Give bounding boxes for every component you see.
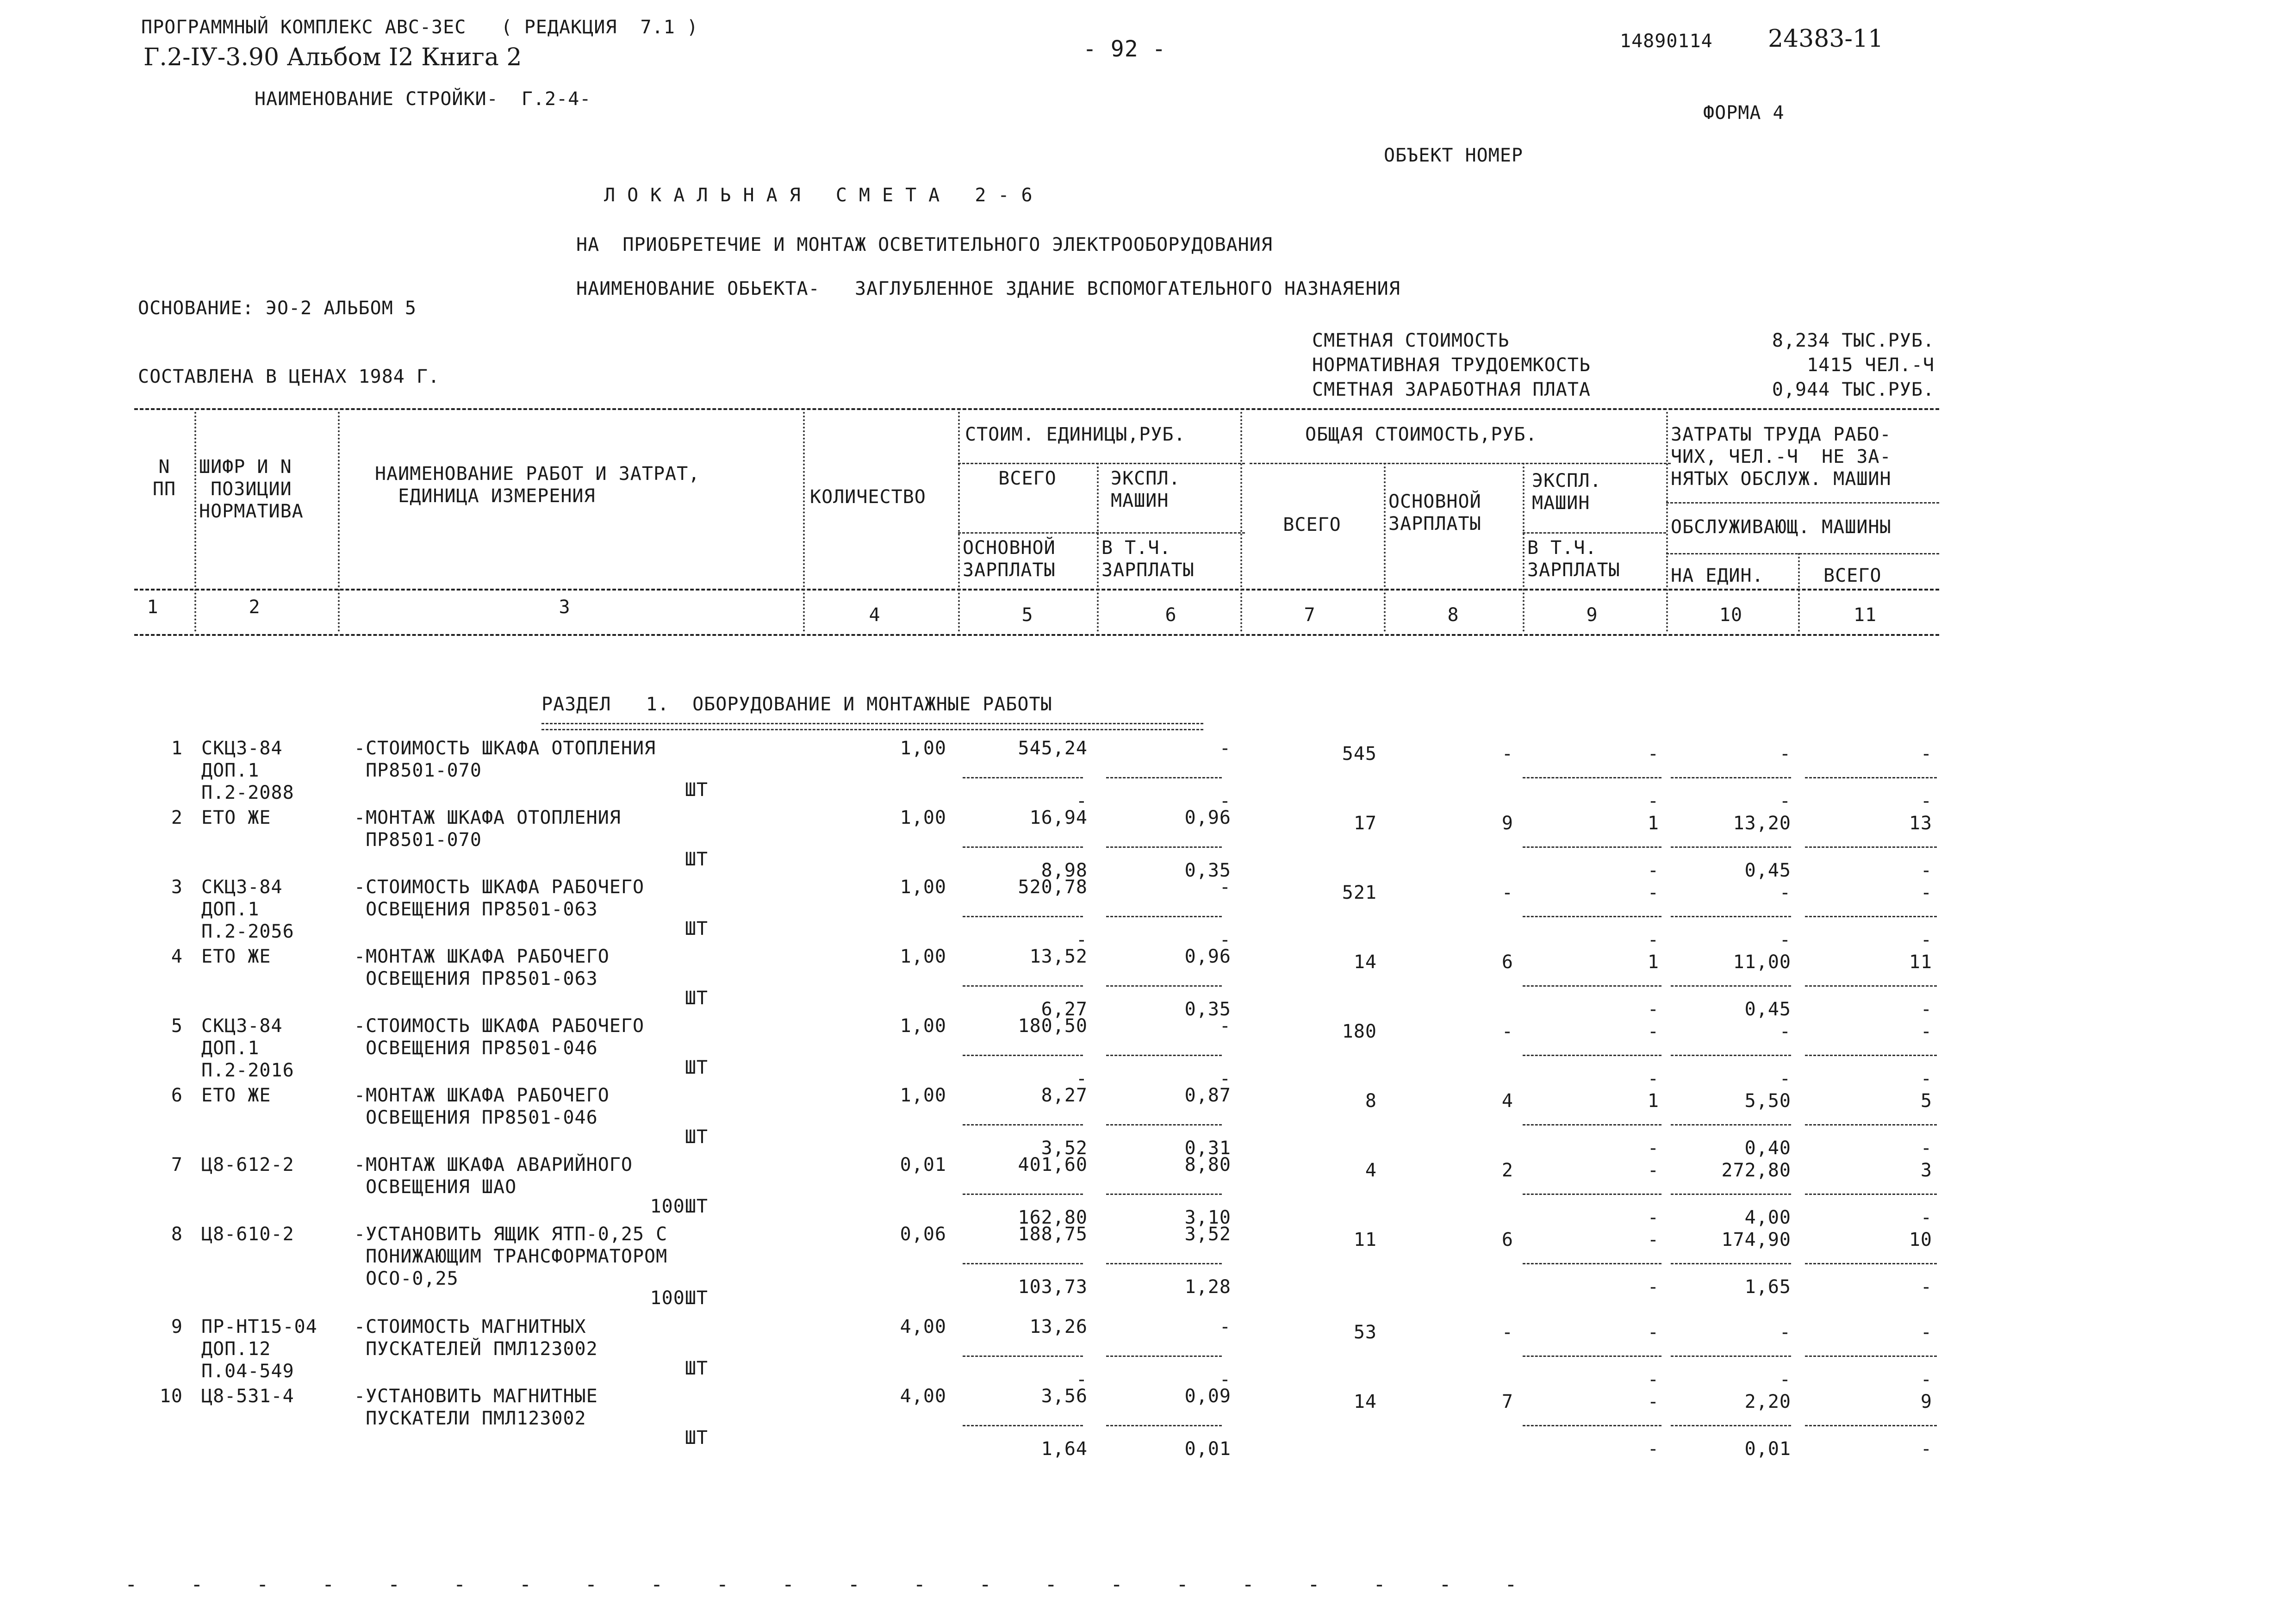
cell-rule: [1671, 846, 1791, 848]
row-total: 11: [1353, 1229, 1377, 1250]
row-total-wage: 7: [1501, 1391, 1513, 1412]
row-unit-wage: 8,98: [1041, 860, 1088, 881]
row-quantity: 1,00: [900, 807, 946, 828]
row-unit-incl-wage: 0,31: [1184, 1138, 1231, 1159]
row-total: 53: [1353, 1322, 1377, 1343]
row-unit-incl-wage: -: [1219, 929, 1231, 951]
cell-rule: [1106, 1425, 1222, 1426]
row-labor-machines-unit: 0,01: [1744, 1438, 1791, 1460]
cell-rule: [1671, 1124, 1791, 1126]
row-labor-machines-unit: -: [1779, 1068, 1791, 1089]
row-name: -УСТАНОВИТЬ ЯЩИК ЯТП-0,25 С ПОНИЖАЮЩИМ ТРАНСФОРМАТОРОМ ОСО-0,25: [354, 1224, 668, 1289]
row-unit: ШТ: [684, 1427, 708, 1449]
row-name: -МОНТАЖ ШКАФА ОТОПЛЕНИЯ ПР8501-070: [354, 807, 621, 851]
object-number-label: ОБЪЕКТ НОМЕР: [1384, 145, 1523, 166]
cell-rule: [1805, 985, 1937, 987]
row-total-incl-wage: -: [1647, 1138, 1659, 1159]
row-code: ПР-НТ15-04 ДОП.12 П.04-549: [201, 1316, 317, 1382]
row-quantity: 1,00: [900, 1015, 946, 1037]
row-unit-incl-wage: 0,01: [1184, 1438, 1231, 1460]
row-quantity: 1,00: [900, 1085, 946, 1106]
column-header-unit-incl-wage: В Т.Ч. ЗАРПЛАТЫ: [1101, 537, 1195, 581]
row-unit-wage: -: [1076, 1369, 1088, 1390]
cell-rule: [1523, 916, 1661, 917]
row-unit: ШТ: [684, 1358, 708, 1379]
row-unit: ШТ: [684, 1057, 708, 1078]
summary-value-wage: 0,944 ТЫС.РУБ.: [1772, 379, 1935, 400]
column-header-total-machines: ЭКСПЛ. МАШИН: [1532, 470, 1602, 514]
cell-rule: [1805, 1425, 1937, 1426]
row-quantity: 1,00: [900, 877, 946, 898]
row-total-machines: 1: [1647, 951, 1659, 973]
row-labor-total: 9: [1920, 1391, 1932, 1412]
column-header-unit-wage: ОСНОВНОЙ ЗАРПЛАТЫ: [963, 537, 1056, 581]
row-labor-machines-total: -: [1920, 1369, 1932, 1390]
row-name: -УСТАНОВИТЬ МАГНИТНЫЕ ПУСКАТЕЛИ ПМЛ123002: [354, 1386, 598, 1429]
row-total-incl-wage: -: [1647, 1369, 1659, 1390]
column-header-quantity: КОЛИЧЕСТВО: [810, 486, 926, 508]
column-number: 11: [1853, 604, 1877, 626]
row-unit: ШТ: [684, 849, 708, 870]
row-total-wage: 2: [1501, 1160, 1513, 1181]
row-quantity: 4,00: [900, 1316, 946, 1337]
cell-rule: [1671, 1194, 1791, 1195]
cell-rule: [963, 1425, 1083, 1426]
row-labor-unit: 5,50: [1744, 1090, 1791, 1112]
row-number: 1: [171, 738, 183, 759]
cell-rule: [1106, 1194, 1222, 1195]
column-number: 7: [1304, 604, 1316, 626]
cell-rule: [1523, 1356, 1661, 1357]
row-total-incl-wage: -: [1647, 999, 1659, 1020]
row-unit-wage: 103,73: [1018, 1276, 1088, 1298]
row-code: ЕТО ЖЕ: [201, 1085, 271, 1106]
row-labor-unit: 272,80: [1721, 1160, 1791, 1181]
row-code: Ц8-610-2: [201, 1224, 294, 1245]
row-unit-incl-wage: -: [1219, 1369, 1231, 1390]
row-unit-total: 8,27: [1041, 1085, 1088, 1106]
cell-rule: [1523, 1263, 1661, 1264]
cell-rule: [1671, 1055, 1791, 1056]
cell-rule: [1671, 1356, 1791, 1357]
summary-value-labor: 1415 ЧЕЛ.-Ч: [1807, 354, 1935, 376]
row-unit-incl-wage: 0,35: [1184, 999, 1231, 1020]
row-total-wage: 6: [1501, 1229, 1513, 1250]
row-labor-machines-unit: -: [1779, 1369, 1791, 1390]
row-total-incl-wage: -: [1647, 1207, 1659, 1228]
row-total-wage: -: [1501, 882, 1513, 903]
row-labor-machines-unit: 0,45: [1744, 860, 1791, 881]
row-unit-machines: 0,87: [1184, 1085, 1231, 1106]
row-labor-total: -: [1920, 743, 1932, 765]
row-unit-total: 545,24: [1018, 738, 1088, 759]
cell-rule: [1671, 1263, 1791, 1264]
cell-rule: [963, 846, 1083, 848]
row-unit-machines: 8,80: [1184, 1154, 1231, 1175]
row-unit-incl-wage: 1,28: [1184, 1276, 1231, 1298]
column-header-unit-total: ВСЕГО: [998, 468, 1057, 489]
column-number: 3: [559, 597, 571, 618]
header-bottom-rule: [134, 589, 1939, 591]
row-labor-unit: -: [1779, 1021, 1791, 1042]
column-number: 9: [1586, 604, 1598, 626]
column-header-total: ВСЕГО: [1283, 514, 1341, 535]
row-unit-machines: 3,52: [1184, 1224, 1231, 1245]
row-unit-total: 401,60: [1018, 1154, 1088, 1175]
row-labor-machines-unit: 1,65: [1744, 1276, 1791, 1298]
row-name: -СТОИМОСТЬ ШКАФА РАБОЧЕГО ОСВЕЩЕНИЯ ПР8501-063: [354, 877, 645, 920]
row-labor-total: -: [1920, 1322, 1932, 1343]
row-total-wage: 9: [1501, 813, 1513, 834]
cell-rule: [1671, 777, 1791, 778]
column-header-labor-machines: ОБСЛУЖИВАЮЩ. МАШИНЫ: [1671, 516, 1892, 538]
numbers-bottom-rule: [134, 634, 1939, 636]
row-name: -СТОИМОСТЬ МАГНИТНЫХ ПУСКАТЕЛЕЙ ПМЛ123002: [354, 1316, 598, 1360]
row-labor-unit: 2,20: [1744, 1391, 1791, 1412]
cell-rule: [1106, 777, 1222, 778]
column-number: 5: [1021, 604, 1033, 626]
page-number: - 92 -: [1083, 36, 1166, 62]
row-name: -СТОИМОСТЬ ШКАФА ОТОПЛЕНИЯ ПР8501-070: [354, 738, 656, 781]
row-name: -СТОИМОСТЬ ШКАФА РАБОЧЕГО ОСВЕЩЕНИЯ ПР8501-046: [354, 1015, 645, 1059]
row-labor-unit: 174,90: [1721, 1229, 1791, 1250]
row-unit-incl-wage: 3,10: [1184, 1207, 1231, 1228]
cell-rule: [1106, 916, 1222, 917]
cell-rule: [1805, 916, 1937, 917]
row-labor-unit: -: [1779, 882, 1791, 903]
column-header-code: ШИФР И N ПОЗИЦИИ НОРМАТИВА: [199, 456, 304, 522]
row-unit: ШТ: [684, 779, 708, 801]
cell-rule: [1523, 846, 1661, 848]
cell-rule: [1805, 1263, 1937, 1264]
cell-rule: [1106, 1356, 1222, 1357]
row-code: ЕТО ЖЕ: [201, 807, 271, 828]
row-total-wage: 6: [1501, 951, 1513, 973]
column-number: 10: [1719, 604, 1743, 626]
row-total: 17: [1353, 813, 1377, 834]
row-total-incl-wage: -: [1647, 929, 1659, 951]
row-number: 8: [171, 1224, 183, 1245]
row-labor-machines-total: -: [1920, 860, 1932, 881]
row-labor-machines-unit: -: [1779, 929, 1791, 951]
row-labor-machines-total: -: [1920, 1276, 1932, 1298]
column-header-total-cost: ОБЩАЯ СТОИМОСТЬ,РУБ.: [1305, 424, 1537, 445]
row-number: 4: [171, 946, 183, 967]
row-labor-total: 5: [1920, 1090, 1932, 1112]
row-unit-incl-wage: -: [1219, 790, 1231, 812]
construction-name: НАИМЕНОВАНИЕ СТРОЙКИ- Г.2-4-: [255, 88, 591, 110]
cell-rule: [1805, 1356, 1937, 1357]
row-unit: ШТ: [684, 988, 708, 1009]
handwritten-number: 24383-11: [1768, 25, 1884, 53]
program-line: ПРОГРАММНЫЙ КОМПЛЕКС АВС-3ЕС ( РЕДАКЦИЯ 7.1 ): [141, 17, 698, 38]
row-labor-machines-total: -: [1920, 1068, 1932, 1089]
row-total-wage: -: [1501, 1322, 1513, 1343]
row-labor-total: 10: [1909, 1229, 1932, 1250]
row-number: 7: [171, 1154, 183, 1175]
row-unit-total: 520,78: [1018, 877, 1088, 898]
row-labor-machines-total: -: [1920, 1138, 1932, 1159]
row-unit-machines: 0,96: [1184, 946, 1231, 967]
cell-rule: [963, 1124, 1083, 1126]
cell-rule: [1805, 1194, 1937, 1195]
row-unit-wage: 1,64: [1041, 1438, 1088, 1460]
row-unit: 100ШТ: [650, 1196, 708, 1217]
row-number: 3: [171, 877, 183, 898]
row-name: -МОНТАЖ ШКАФА РАБОЧЕГО ОСВЕЩЕНИЯ ПР8501-046: [354, 1085, 610, 1128]
row-labor-unit: 13,20: [1733, 813, 1791, 834]
cell-rule: [1671, 985, 1791, 987]
row-unit-machines: 0,96: [1184, 807, 1231, 828]
cell-rule: [1523, 1124, 1661, 1126]
row-total-machines: -: [1647, 1229, 1659, 1250]
row-total-wage: -: [1501, 1021, 1513, 1042]
row-labor-total: 11: [1909, 951, 1932, 973]
row-labor-total: -: [1920, 882, 1932, 903]
row-labor-machines-total: -: [1920, 790, 1932, 812]
row-unit: ШТ: [684, 1126, 708, 1148]
row-total-incl-wage: -: [1647, 790, 1659, 812]
row-total: 14: [1353, 951, 1377, 973]
row-unit-incl-wage: -: [1219, 1068, 1231, 1089]
cell-rule: [963, 777, 1083, 778]
basis-line: ОСНОВАНИЕ: ЭО-2 АЛЬБОМ 5: [138, 298, 417, 319]
row-code: СКЦЗ-84 ДОП.1 П.2-2056: [201, 877, 294, 942]
cell-rule: [1106, 1263, 1222, 1264]
row-code: Ц8-612-2: [201, 1154, 294, 1175]
row-unit-total: 13,52: [1029, 946, 1088, 967]
row-total: 180: [1342, 1021, 1377, 1042]
row-number: 2: [171, 807, 183, 828]
price-level: СОСТАВЛЕНА В ЦЕНАХ 1984 Г.: [138, 366, 440, 387]
table-top-rule: [134, 408, 1939, 410]
row-labor-total: 13: [1909, 813, 1932, 834]
cell-rule: [1523, 1055, 1661, 1056]
column-number: 2: [249, 597, 261, 618]
row-quantity: 1,00: [900, 946, 946, 967]
row-unit-machines: -: [1219, 1316, 1231, 1337]
row-total-incl-wage: -: [1647, 860, 1659, 881]
cell-rule: [963, 916, 1083, 917]
cell-rule: [1106, 1055, 1222, 1056]
cell-rule: [1523, 777, 1661, 778]
cell-rule: [1106, 1124, 1222, 1126]
cell-rule: [1805, 846, 1937, 848]
row-unit-machines: 0,09: [1184, 1386, 1231, 1407]
column-header-total-wage: ОСНОВНОЙ ЗАРПЛАТЫ: [1388, 491, 1481, 535]
row-quantity: 4,00: [900, 1386, 946, 1407]
column-header-labor-total: ВСЕГО: [1823, 565, 1882, 586]
row-labor-unit: 11,00: [1733, 951, 1791, 973]
row-total-machines: -: [1647, 1160, 1659, 1181]
row-labor-unit: -: [1779, 743, 1791, 765]
row-total-machines: -: [1647, 1391, 1659, 1412]
row-quantity: 0,06: [900, 1224, 946, 1245]
column-header-labor: ЗАТРАТЫ ТРУДА РАБО- ЧИХ, ЧЕЛ.-Ч НЕ ЗА- НЯТЫХ ОБСЛУЖ. МАШИН: [1671, 424, 1892, 490]
row-labor-machines-unit: -: [1779, 790, 1791, 812]
column-header-unit-cost: СТОИМ. ЕДИНИЦЫ,РУБ.: [965, 424, 1186, 445]
cell-rule: [1805, 1124, 1937, 1126]
row-unit-wage: -: [1076, 790, 1088, 812]
cell-rule: [963, 1263, 1083, 1264]
column-header-number: N ПП: [152, 456, 176, 500]
row-labor-total: 3: [1920, 1160, 1932, 1181]
row-labor-machines-total: -: [1920, 1207, 1932, 1228]
row-quantity: 1,00: [900, 738, 946, 759]
document-title: ЛОКАЛЬНАЯ СМЕТА 2-6: [604, 185, 1045, 206]
cell-rule: [1523, 1425, 1661, 1426]
cell-rule: [1671, 1425, 1791, 1426]
row-total: 4: [1365, 1160, 1377, 1181]
cell-rule: [963, 985, 1083, 987]
row-unit-machines: -: [1219, 877, 1231, 898]
row-code: Ц8-531-4: [201, 1386, 294, 1407]
form-label: ФОРМА 4: [1703, 102, 1785, 124]
cell-rule: [1106, 985, 1222, 987]
row-code: СКЦЗ-84 ДОП.1 П.2-2016: [201, 1015, 294, 1081]
row-number: 6: [171, 1085, 183, 1106]
row-labor-machines-total: -: [1920, 929, 1932, 951]
row-number: 10: [159, 1386, 183, 1407]
row-total-machines: -: [1647, 743, 1659, 765]
row-total-incl-wage: -: [1647, 1068, 1659, 1089]
row-total: 8: [1365, 1090, 1377, 1112]
row-number: 5: [171, 1015, 183, 1037]
column-header-total-incl-wage: В Т.Ч. ЗАРПЛАТЫ: [1527, 537, 1620, 581]
row-unit: 100ШТ: [650, 1287, 708, 1309]
cell-rule: [1523, 1194, 1661, 1195]
footer-dashes: - - - - - - - - - - - - - - - - - - - - - -: [125, 1573, 1521, 1596]
cell-rule: [963, 1055, 1083, 1056]
row-unit-total: 180,50: [1018, 1015, 1088, 1037]
column-header-labor-unit: НА ЕДИН.: [1671, 565, 1764, 586]
row-unit-machines: -: [1219, 738, 1231, 759]
column-header-unit-machines: ЭКСПЛ. МАШИН: [1111, 468, 1181, 511]
row-unit: ШТ: [684, 918, 708, 939]
column-number: 1: [147, 597, 159, 618]
section-title: РАЗДЕЛ 1. ОБОРУДОВАНИЕ И МОНТАЖНЫЕ РАБОТЫ: [541, 694, 1052, 715]
row-name: -МОНТАЖ ШКАФА РАБОЧЕГО ОСВЕЩЕНИЯ ПР8501-063: [354, 946, 610, 989]
row-total-wage: 4: [1501, 1090, 1513, 1112]
row-code: СКЦЗ-84 ДОП.1 П.2-2088: [201, 738, 294, 803]
estimate-purpose: НА ПРИОБРЕТЕЧИЕ И МОНТАЖ ОСВЕТИТЕЛЬНОГО ЭЛЕКТРООБОРУДОВАНИЯ: [576, 234, 1273, 255]
album-reference: Г.2-IУ-3.90 Альбом I2 Книга 2: [143, 44, 522, 71]
row-unit-wage: 3,52: [1041, 1138, 1088, 1159]
row-unit-total: 188,75: [1018, 1224, 1088, 1245]
summary-label-labor: НОРМАТИВНАЯ ТРУДОЕМКОСТЬ: [1312, 354, 1591, 376]
column-number: 8: [1447, 604, 1459, 626]
row-total: 521: [1342, 882, 1377, 903]
row-total-machines: -: [1647, 1322, 1659, 1343]
row-total-incl-wage: -: [1647, 1438, 1659, 1460]
row-quantity: 0,01: [900, 1154, 946, 1175]
object-name: НАИМЕНОВАНИЕ ОБЬЕКТА- ЗАГЛУБЛЕННОЕ ЗДАНИЕ ВСПОМОГАТЕЛЬНОГО НАЗНАЯЕНИЯ: [576, 278, 1400, 299]
row-labor-machines-total: -: [1920, 999, 1932, 1020]
cell-rule: [1106, 846, 1222, 848]
row-labor-machines-total: -: [1920, 1438, 1932, 1460]
cell-rule: [963, 1194, 1083, 1195]
cell-rule: [1523, 985, 1661, 987]
row-total-machines: 1: [1647, 1090, 1659, 1112]
summary-label-wage: СМЕТНАЯ ЗАРАБОТНАЯ ПЛАТА: [1312, 379, 1591, 400]
row-total-machines: 1: [1647, 813, 1659, 834]
row-unit-wage: -: [1076, 1068, 1088, 1089]
column-number: 6: [1165, 604, 1177, 626]
row-labor-unit: -: [1779, 1322, 1791, 1343]
column-header-name: НАИМЕНОВАНИЕ РАБОТ И ЗАТРАТ, ЕДИНИЦА ИЗМЕРЕНИЯ: [375, 463, 700, 507]
row-unit-wage: -: [1076, 929, 1088, 951]
row-labor-machines-unit: 4,00: [1744, 1207, 1791, 1228]
row-total: 14: [1353, 1391, 1377, 1412]
row-total: 545: [1342, 743, 1377, 765]
summary-label-cost: СМЕТНАЯ СТОИМОСТЬ: [1312, 330, 1510, 351]
row-total-machines: -: [1647, 882, 1659, 903]
row-labor-machines-unit: 0,45: [1744, 999, 1791, 1020]
row-code: ЕТО ЖЕ: [201, 946, 271, 967]
section-underline: [541, 723, 1203, 730]
cell-rule: [1671, 916, 1791, 917]
row-unit-total: 16,94: [1029, 807, 1088, 828]
cell-rule: [963, 1356, 1083, 1357]
row-labor-machines-unit: 0,40: [1744, 1138, 1791, 1159]
row-number: 9: [171, 1316, 183, 1337]
row-total-wage: -: [1501, 743, 1513, 765]
cell-rule: [1805, 1055, 1937, 1056]
row-total-incl-wage: -: [1647, 1276, 1659, 1298]
row-unit-total: 13,26: [1029, 1316, 1088, 1337]
row-unit-total: 3,56: [1041, 1386, 1088, 1407]
row-total-machines: -: [1647, 1021, 1659, 1042]
row-unit-incl-wage: 0,35: [1184, 860, 1231, 881]
column-number: 4: [869, 604, 881, 626]
row-unit-machines: -: [1219, 1015, 1231, 1037]
summary-value-cost: 8,234 ТЫС.РУБ.: [1772, 330, 1935, 351]
cell-rule: [1805, 777, 1937, 778]
row-labor-total: -: [1920, 1021, 1932, 1042]
row-unit-wage: 6,27: [1041, 999, 1088, 1020]
row-unit-wage: 162,80: [1018, 1207, 1088, 1228]
row-name: -МОНТАЖ ШКАФА АВАРИЙНОГО ОСВЕЩЕНИЯ ШАО: [354, 1154, 633, 1198]
document-code: 14890114: [1620, 31, 1713, 52]
